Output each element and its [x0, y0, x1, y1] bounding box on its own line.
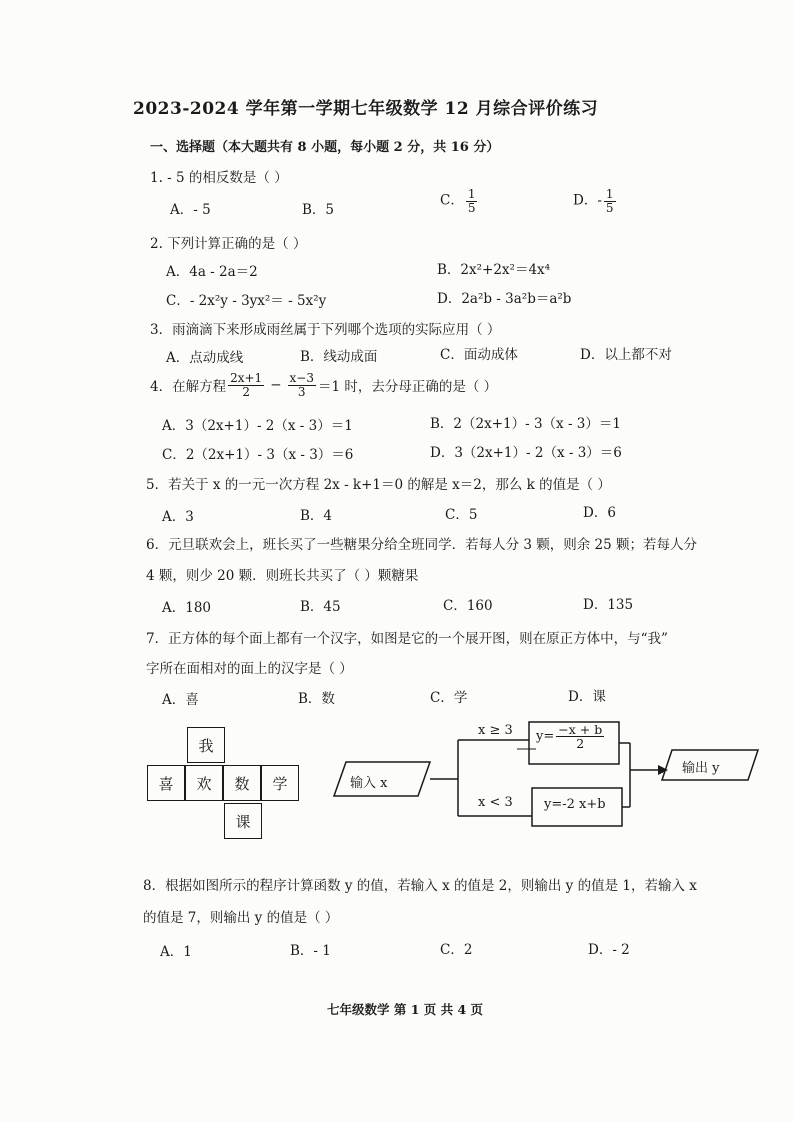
q7-option-d[interactable]: D．课 — [568, 689, 606, 705]
q4-option-a[interactable]: A．3（2x+1）- 2（x - 3）＝1 — [162, 418, 353, 434]
q4-option-b[interactable]: B．2（2x+1）- 3（x - 3）＝1 — [430, 416, 621, 432]
q4-stem-post: ＝1 时，去分母正确的是（ ） — [317, 379, 498, 396]
q1-option-b[interactable]: B．5 — [302, 202, 335, 218]
flow-formula-upper — [536, 723, 606, 750]
q6-option-b[interactable]: B．45 — [300, 599, 341, 615]
fraction-denominator: 5 — [605, 200, 614, 215]
q6-stem-line2: 4 颗，则少 20 颗．则班长共买了（ ）颗糖果 — [146, 568, 419, 584]
q8-option-b[interactable]: B．- 1 — [290, 943, 331, 959]
q7-option-a[interactable]: A．喜 — [162, 692, 199, 708]
q1-option-d-fraction — [604, 188, 616, 214]
net-cell-3: 数 — [223, 765, 261, 801]
fraction-denominator: 3 — [297, 384, 306, 399]
q8-option-a[interactable]: A．1 — [160, 944, 192, 960]
q1-option-a[interactable]: A．- 5 — [170, 202, 211, 218]
formula-prefix: y= — [536, 729, 555, 745]
q1-option-d[interactable] — [573, 188, 618, 214]
formula-fraction — [556, 723, 604, 750]
fraction-numerator: x−3 — [289, 371, 314, 385]
q8-stem-line2: 的值是 7，则输出 y 的值是（ ） — [143, 910, 339, 926]
fraction-numerator: 1 — [467, 187, 476, 201]
q3-stem: 3．雨滴滴下来形成雨丝属于下列哪个选项的实际应用（ ） — [150, 322, 501, 338]
minus-sign: − — [270, 377, 282, 394]
net-cell-1: 喜 — [147, 765, 185, 801]
q2-option-d[interactable]: D．2a²b - 3a²b＝a²b — [437, 291, 572, 307]
q7-option-b[interactable]: B．数 — [298, 691, 335, 707]
net-cell-4: 学 — [261, 765, 299, 801]
q8-option-c[interactable]: C．2 — [440, 942, 473, 958]
q8-stem-line1: 8．根据如图所示的程序计算函数 y 的值，若输入 x 的值是 2，则输出 y 的值是 1，若输入 x — [143, 878, 697, 894]
q4-option-d[interactable]: D．3（2x+1）- 2（x - 3）＝6 — [430, 445, 622, 461]
q1-option-c-fraction — [466, 188, 478, 214]
q5-stem: 5．若关于 x 的一元一次方程 2x - k+1＝0 的解是 x＝2，那么 k 的值是（ ） — [146, 477, 611, 493]
q6-option-a[interactable]: A．180 — [162, 600, 212, 616]
q6-option-c[interactable]: C．160 — [443, 598, 493, 614]
fraction-numerator: −x + b — [558, 722, 603, 737]
q7-option-c[interactable]: C．学 — [430, 690, 468, 706]
net-cell-2: 欢 — [185, 765, 223, 801]
flow-input-label: 输入 x — [350, 776, 388, 791]
q1-option-d-label: D．- — [573, 192, 602, 209]
q6-option-d[interactable]: D．135 — [583, 597, 634, 613]
q4-option-c[interactable]: C．2（2x+1）- 3（x - 3）＝6 — [162, 447, 354, 463]
q8-option-d[interactable]: D．- 2 — [588, 942, 630, 958]
q2-option-b[interactable]: B．2x²+2x²＝4x⁴ — [437, 262, 551, 278]
q5-option-c[interactable]: C．5 — [445, 507, 478, 523]
section-heading: 一、选择题（本大题共有 8 小题，每小题 2 分，共 16 分） — [150, 140, 500, 155]
q3-option-d[interactable]: D．以上都不对 — [580, 347, 672, 363]
flow-formula-lower: y=-2 x+b — [544, 797, 606, 812]
q7-stem-line1: 7．正方体的每个面上都有一个汉字，如图是它的一个展开图，则在原正方体中，与“我” — [146, 631, 668, 647]
net-cell-bottom: 课 — [224, 803, 262, 839]
q4-fraction-2 — [288, 372, 316, 398]
page-title: 2023-2024 学年第一学期七年级数学 12 月综合评价练习 — [133, 99, 599, 119]
q1-option-c-label: C． — [440, 192, 464, 209]
fraction-denominator: 2 — [576, 736, 585, 752]
fraction-numerator: 1 — [605, 187, 614, 201]
fraction-denominator: 5 — [467, 200, 476, 215]
q1-stem: 1. - 5 的相反数是（ ） — [150, 170, 288, 186]
flow-output-label: 输出 y — [682, 761, 720, 776]
q4-stem-pre: 4．在解方程 — [150, 379, 227, 396]
page-footer: 七年级数学 第 1 页 共 4 页 — [327, 1002, 484, 1017]
q5-option-a[interactable]: A．3 — [162, 509, 194, 525]
q2-option-a[interactable]: A．4a - 2a＝2 — [166, 264, 258, 280]
flow-condition-lower: x < 3 — [478, 795, 513, 810]
net-cell-top: 我 — [187, 727, 225, 763]
q3-option-c[interactable]: C．面动成体 — [440, 347, 518, 363]
fraction-numerator: 2x+1 — [230, 371, 263, 385]
q7-stem-line2: 字所在面相对的面上的汉字是（ ） — [146, 661, 353, 677]
flow-condition-upper: x ≥ 3 — [478, 723, 513, 738]
q4-fraction-1 — [228, 372, 264, 398]
q5-option-b[interactable]: B．4 — [300, 508, 333, 524]
q3-option-a[interactable]: A．点动成线 — [166, 350, 244, 366]
q6-stem-line1: 6．元旦联欢会上，班长买了一些糖果分给全班同学．若每人分 3 颗，则余 25 颗；若每人分 — [146, 537, 698, 553]
q4-stem — [150, 372, 497, 398]
q2-stem: 2. 下列计算正确的是（ ） — [150, 236, 307, 252]
q3-option-b[interactable]: B．线动成面 — [300, 349, 378, 365]
fraction-denominator: 2 — [242, 384, 250, 399]
q5-option-d[interactable]: D．6 — [583, 505, 616, 521]
q1-option-c[interactable] — [440, 188, 479, 214]
q2-option-c[interactable]: C．- 2x²y - 3yx²＝ - 5x²y — [166, 293, 327, 309]
